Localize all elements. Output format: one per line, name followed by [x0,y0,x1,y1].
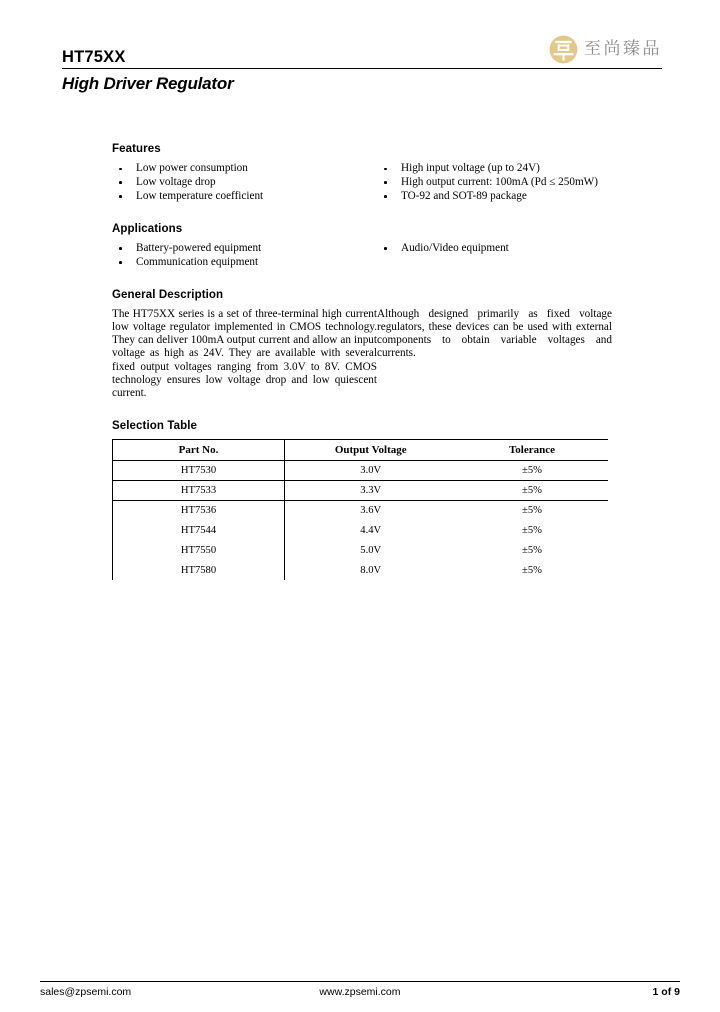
cell-part-no: HT7550 [113,540,285,560]
footer-divider [40,981,680,982]
list-item: Battery-powered equipment [112,242,377,255]
page-header [62,38,662,94]
list-item: Low temperature coefficient [112,190,377,203]
list-item: TO-92 and SOT-89 package [377,190,612,203]
table-row [113,480,608,500]
column-header-output-voltage: Output Voltage [334,443,407,456]
features-right-list [377,162,612,203]
list-item: High output current: 100mA (Pd ≤ 250mW) [377,176,612,189]
cell-part-no: HT7533 [113,480,285,500]
footer-website[interactable]: www.zpsemi.com [319,986,401,998]
cell-output-voltage: 3.3V [360,484,382,496]
cell-tolerance: ±5% [522,464,542,476]
document-title: High Driver Regulator [62,74,234,93]
selection-table [112,439,608,581]
applications-left-column [112,242,377,270]
cell-part-no: HT7544 [113,520,285,540]
table-header-row [113,439,608,460]
cell-tolerance: ±5% [522,504,542,516]
cell-output-voltage: 3.0V [360,464,382,476]
list-item: Audio/Video equipment [377,242,612,255]
cell-output-voltage: 4.4V [360,524,382,536]
list-item: Low power consumption [112,162,377,175]
general-description-heading: General Description [112,288,224,301]
circular-emblem-icon [549,35,578,64]
list-item: Low voltage drop [112,176,377,189]
table-row [113,540,608,560]
features-heading: Features [112,143,161,155]
list-item: High input voltage (up to 24V) [377,162,612,175]
features-left-list [112,162,377,203]
applications-section [112,223,612,270]
company-logo [549,35,662,66]
cell-tolerance: ±5% [522,524,542,536]
features-left-column [112,162,377,204]
general-description-left-column [112,308,377,401]
page-content [112,143,612,599]
cell-tolerance: ±5% [522,544,542,556]
header-top-row [62,38,662,66]
cell-part-no: HT7536 [113,500,285,520]
header-divider [62,68,662,69]
logo-wordmark: 至尚臻品 [584,39,662,59]
cell-tolerance: ±5% [522,564,542,576]
general-description-section [112,289,612,401]
table-row [113,520,608,540]
selection-table-section [112,420,612,581]
features-right-column [377,162,612,204]
applications-left-list [112,242,377,269]
paragraph: Although designed primarily as fixed voltage regulators, these devices can be used with external components to obtain variable voltages and currents. [377,307,612,360]
table-row [113,560,608,580]
footer-page-number: 1 of 9 [652,986,680,998]
features-section [112,143,612,204]
column-header-tolerance: Tolerance [508,443,556,456]
cell-tolerance: ±5% [522,484,542,496]
footer-email[interactable]: sales@zpsemi.com [40,986,132,998]
applications-right-column [377,242,612,270]
page-footer [40,981,680,998]
applications-heading: Applications [112,222,183,235]
cell-output-voltage: 3.6V [360,504,382,516]
column-header-part-no: Part No. [113,439,285,460]
table-row [113,500,608,520]
list-item: Communication equipment [112,256,377,269]
table-row [113,460,608,480]
cell-output-voltage: 8.0V [360,564,382,576]
cell-output-voltage: 5.0V [360,544,382,556]
cell-part-no: HT7580 [113,560,285,580]
general-description-right-column [377,308,612,401]
applications-right-list [377,242,612,255]
selection-table-heading: Selection Table [112,419,198,432]
paragraph: The HT75XX series is a set of three-terminal high current low voltage regulator implemented in CMOS technology. They can deliver 100mA output current and allow an input voltage as high as 24V. They are available with several fixed output voltages ranging from 3.0V to 8V. CMOS technology ensures low voltage drop and low quiescent current. [112,307,377,400]
document-code: HT75XX [62,47,126,66]
cell-part-no: HT7530 [113,460,285,480]
